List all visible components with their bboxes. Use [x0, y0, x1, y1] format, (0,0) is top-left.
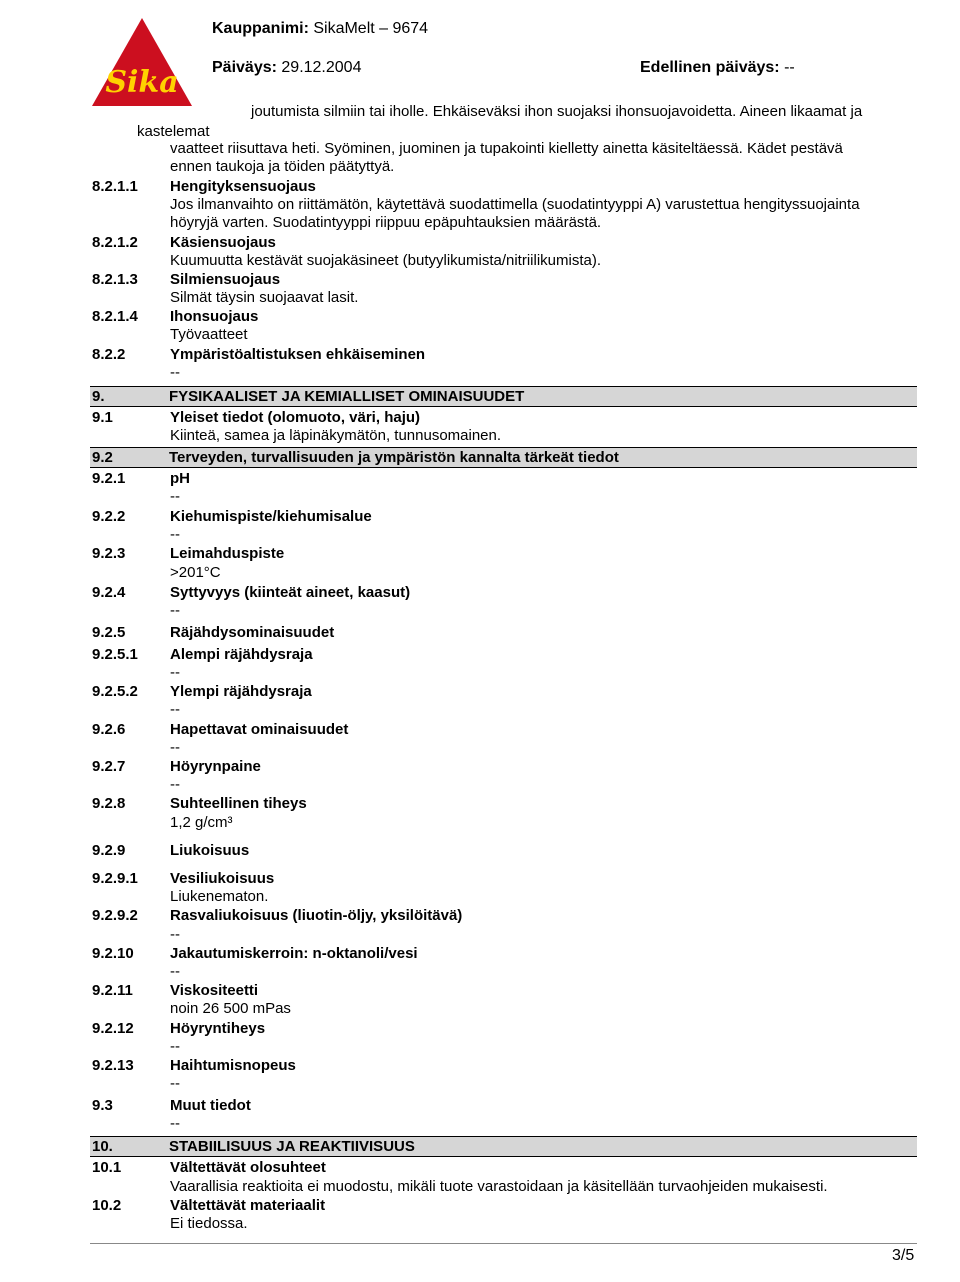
section-title: Muut tiedot	[170, 1097, 251, 1114]
section-title: Suhteellinen tiheys	[170, 795, 307, 812]
logo-text: Sika	[105, 65, 179, 100]
prev-date-line	[640, 59, 795, 77]
section-number: 9.2.13	[92, 1057, 134, 1074]
section-title: Leimahduspiste	[170, 545, 285, 562]
section-number: 9.2.8	[92, 795, 126, 812]
section-title: Vältettävät olosuhteet	[170, 1159, 326, 1176]
section-text: --	[170, 664, 180, 681]
section-number: 8.2.2	[92, 346, 126, 363]
trade-name: SikaMelt – 9674	[313, 20, 429, 37]
section-text: 1,2 g/cm³	[170, 814, 233, 831]
section-number: 9.2.11	[92, 982, 133, 999]
section-title: Ympäristöaltistuksen ehkäiseminen	[170, 346, 426, 363]
section-text: --	[170, 926, 180, 943]
section-text: höyryjä varten. Suodatintyyppi riippuu epäpuhtauksien määrästä.	[170, 214, 602, 231]
section-10-number: 10.	[92, 1138, 113, 1155]
section-title: Yleiset tiedot (olomuoto, väri, haju)	[170, 409, 421, 426]
trade-name-line	[212, 20, 428, 38]
section-title: Liukoisuus	[170, 842, 250, 859]
section-9-2-title: Terveyden, turvallisuuden ja ympäristön kannalta tärkeät tiedot	[169, 449, 619, 466]
section-number: 9.2.9	[92, 842, 126, 859]
section-10-title: STABIILISUUS JA REAKTIIVISUUS	[169, 1138, 415, 1155]
section-number: 9.2.9.1	[92, 870, 138, 887]
section-number: 10.1	[92, 1159, 122, 1176]
section-9-number: 9.	[92, 388, 105, 405]
footer-divider	[90, 1243, 917, 1244]
section-title: Vältettävät materiaalit	[170, 1197, 326, 1214]
section-title: Höyryntiheys	[170, 1020, 266, 1037]
section-9-heading	[90, 386, 917, 407]
section-number: 8.2.1.3	[92, 271, 138, 288]
trade-name-label: Kauppanimi:	[212, 20, 309, 37]
section-text: Silmät täysin suojaavat lasit.	[170, 289, 359, 306]
section-title: pH	[170, 470, 190, 487]
section-text: Työvaatteet	[170, 326, 248, 343]
section-number: 9.2.5	[92, 624, 126, 641]
section-text: --	[170, 1038, 180, 1055]
section-text: --	[170, 1115, 180, 1132]
section-title: Hengityksensuojaus	[170, 178, 316, 195]
page-number: 3/5	[892, 1247, 915, 1264]
intro-line-4: ennen taukoja ja töiden päätyttyä.	[170, 158, 395, 175]
section-text: noin 26 500 mPas	[170, 1000, 291, 1017]
section-text: Ei tiedossa.	[170, 1215, 248, 1232]
section-text: Jos ilmanvaihto on riittämätön, käytettävä suodattimella (suodatintyyppi A) varustettua hengityssuojainta	[170, 196, 860, 213]
section-title: Ihonsuojaus	[170, 308, 259, 325]
section-9-title: FYSIKAALISET JA KEMIALLISET OMINAISUUDET	[169, 388, 525, 405]
section-number: 8.2.1.4	[92, 308, 138, 325]
section-text: Vaarallisia reaktioita ei muodostu, mikäli tuote varastoidaan ja käsitellään turvaohjeiden mukaisesti.	[170, 1178, 828, 1195]
date-line	[212, 59, 361, 77]
date-value: 29.12.2004	[281, 59, 362, 76]
section-number: 9.2.5.1	[92, 646, 138, 663]
section-number: 9.2.12	[92, 1020, 134, 1037]
section-text: --	[170, 739, 180, 756]
section-title: Vesiliukoisuus	[170, 870, 275, 887]
section-number: 9.2.6	[92, 721, 126, 738]
section-title: Ylempi räjähdysraja	[170, 683, 312, 700]
section-title: Rasvaliukoisuus (liuotin-öljy, yksilöitävä)	[170, 907, 463, 924]
section-title: Jakautumiskerroin: n-oktanoli/vesi	[170, 945, 418, 962]
intro-line-3: vaatteet riisuttava heti. Syöminen, juominen ja tupakointi kielletty ainetta käsiteltäessä. Kädet pestävä	[170, 140, 843, 157]
section-number: 9.2.10	[92, 945, 134, 962]
section-text: --	[170, 602, 180, 619]
section-text: --	[170, 526, 180, 543]
section-title: Alempi räjähdysraja	[170, 646, 313, 663]
section-text: Kuumuutta kestävät suojakäsineet (butyylikumista/nitriilikumista).	[170, 252, 602, 269]
section-number: 9.2.9.2	[92, 907, 138, 924]
section-number: 9.2.5.2	[92, 683, 138, 700]
section-title: Hapettavat ominaisuudet	[170, 721, 349, 738]
section-text: --	[170, 701, 180, 718]
section-number: 8.2.1.2	[92, 234, 138, 251]
section-text: --	[170, 1075, 180, 1092]
section-text: >201°C	[170, 564, 221, 581]
section-number: 9.2.2	[92, 508, 126, 525]
section-text: --	[170, 364, 180, 381]
section-text: Liukenematon.	[170, 888, 269, 905]
section-9-2-number: 9.2	[92, 449, 113, 466]
section-number: 9.3	[92, 1097, 113, 1114]
section-text: --	[170, 776, 180, 793]
section-number: 10.2	[92, 1197, 122, 1214]
prev-date-value: --	[784, 59, 795, 76]
section-number: 9.2.7	[92, 758, 126, 775]
section-title: Silmiensuojaus	[170, 271, 281, 288]
section-number: 8.2.1.1	[92, 178, 138, 195]
section-title: Käsiensuojaus	[170, 234, 276, 251]
prev-date-label: Edellinen päiväys:	[640, 59, 780, 76]
section-title: Syttyvyys (kiinteät aineet, kaasut)	[170, 584, 411, 601]
section-text: --	[170, 488, 180, 505]
section-title: Kiehumispiste/kiehumisalue	[170, 508, 372, 525]
section-title: Räjähdysominaisuudet	[170, 624, 335, 641]
section-title: Viskositeetti	[170, 982, 259, 999]
section-title: Haihtumisnopeus	[170, 1057, 296, 1074]
date-label: Päiväys:	[212, 59, 277, 76]
intro-line-2: kastelemat	[137, 123, 210, 140]
section-9-2-heading	[90, 447, 917, 468]
section-10-heading	[90, 1136, 917, 1157]
section-number: 9.2.1	[92, 470, 126, 487]
section-number: 9.2.3	[92, 545, 126, 562]
section-text: Kiinteä, samea ja läpinäkymätön, tunnusomainen.	[170, 427, 502, 444]
section-number: 9.1	[92, 409, 113, 426]
section-title: Höyrynpaine	[170, 758, 261, 775]
intro-line-1: joutumista silmiin tai iholle. Ehkäiseväksi ihon suojaksi ihonsuojavoidetta. Aineen likaamat ja	[251, 103, 863, 120]
sika-logo	[90, 16, 194, 108]
section-text: --	[170, 963, 180, 980]
section-number: 9.2.4	[92, 584, 126, 601]
